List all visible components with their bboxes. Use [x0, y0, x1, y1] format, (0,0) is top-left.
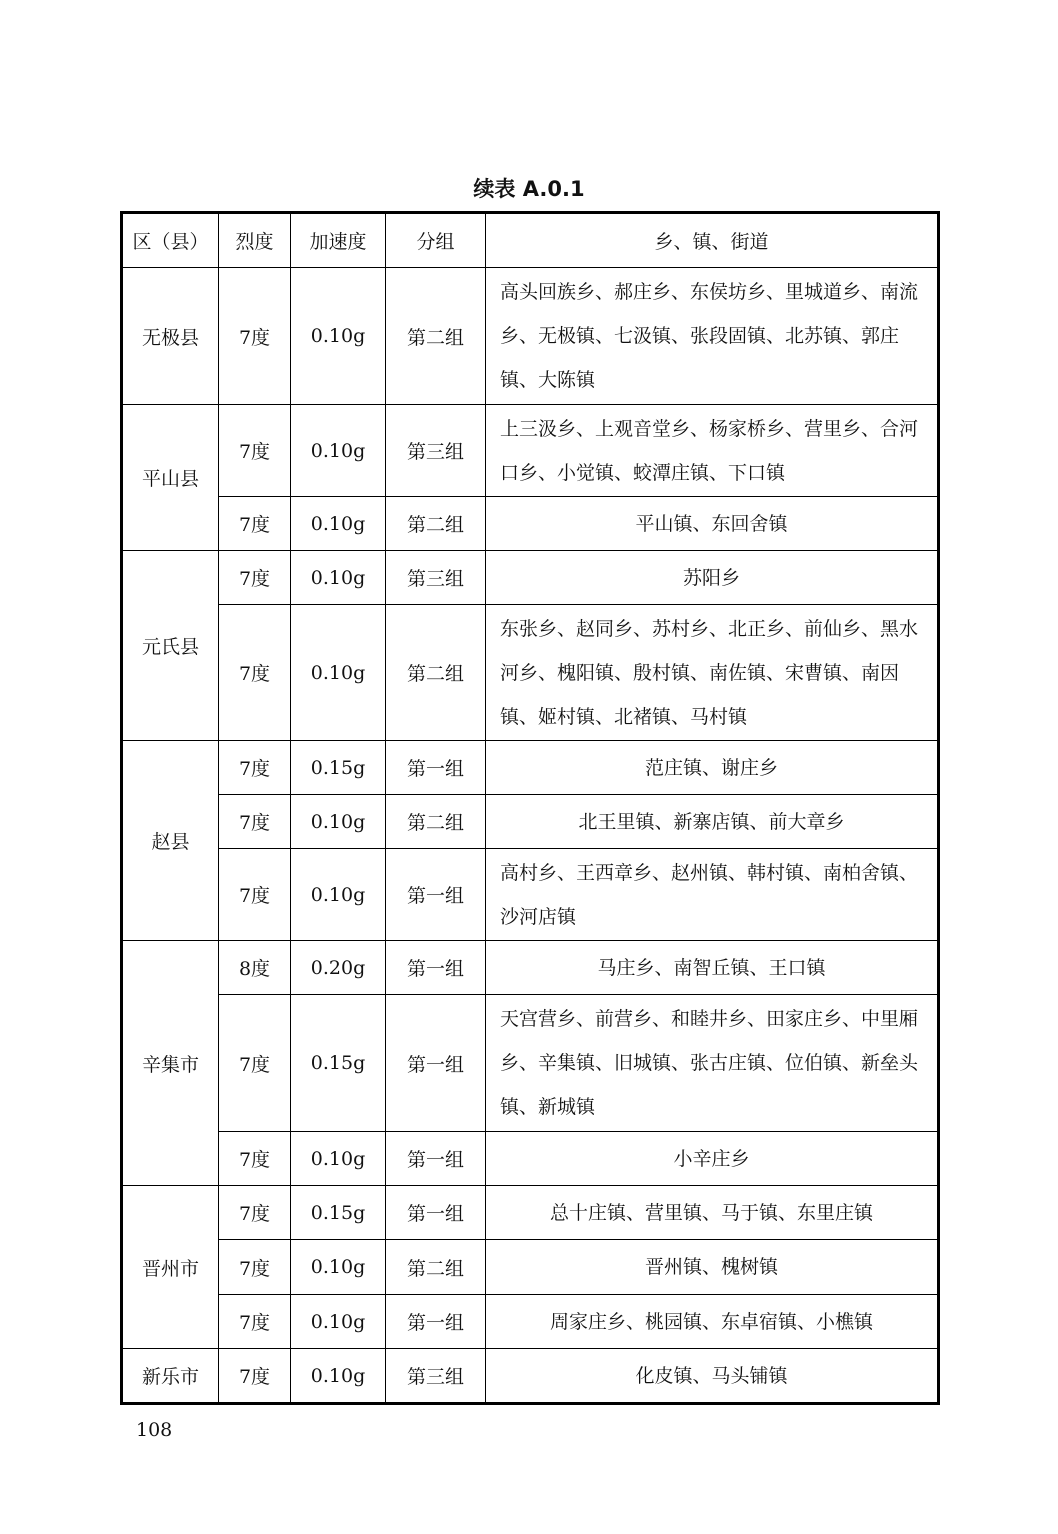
- table-header-row: [122, 213, 939, 268]
- header-group: 分组: [386, 213, 486, 268]
- acceleration-cell: 0.10g: [291, 405, 386, 497]
- intensity-cell: 8度: [219, 941, 291, 995]
- group-cell: 第二组: [386, 605, 486, 741]
- intensity-cell: 7度: [219, 741, 291, 795]
- towns-cell: 北王里镇、新寨店镇、前大章乡: [486, 795, 939, 849]
- acceleration-cell: 0.10g: [291, 795, 386, 849]
- group-cell: 第一组: [386, 849, 486, 941]
- table-row: [122, 1186, 939, 1240]
- group-cell: 第三组: [386, 405, 486, 497]
- group-cell: 第二组: [386, 497, 486, 551]
- intensity-cell: 7度: [219, 1295, 291, 1349]
- district-cell: 赵县: [122, 741, 219, 941]
- intensity-cell: 7度: [219, 1132, 291, 1186]
- table-row: [122, 741, 939, 795]
- group-cell: 第三组: [386, 1349, 486, 1404]
- towns-cell: 天宫营乡、前营乡、和睦井乡、田家庄乡、中里厢乡、辛集镇、旧城镇、张古庄镇、位伯镇、新垒头镇、新城镇: [486, 995, 939, 1132]
- acceleration-cell: 0.10g: [291, 497, 386, 551]
- district-cell: 晋州市: [122, 1186, 219, 1349]
- table-row: [122, 1295, 939, 1349]
- intensity-cell: 7度: [219, 497, 291, 551]
- table-row: [122, 405, 939, 497]
- table-row: [122, 268, 939, 405]
- acceleration-cell: 0.10g: [291, 1349, 386, 1404]
- intensity-cell: 7度: [219, 1186, 291, 1240]
- towns-cell: 东张乡、赵同乡、苏村乡、北正乡、前仙乡、黑水河乡、槐阳镇、殷村镇、南佐镇、宋曹镇、南因镇、姬村镇、北褚镇、马村镇: [486, 605, 939, 741]
- group-cell: 第二组: [386, 1240, 486, 1295]
- towns-cell: 周家庄乡、桃园镇、东卓宿镇、小樵镇: [486, 1295, 939, 1349]
- intensity-cell: 7度: [219, 1240, 291, 1295]
- district-cell: 新乐市: [122, 1349, 219, 1404]
- group-cell: 第一组: [386, 741, 486, 795]
- seismic-zoning-table: [120, 211, 940, 1405]
- acceleration-cell: 0.10g: [291, 268, 386, 405]
- towns-cell: 马庄乡、南智丘镇、王口镇: [486, 941, 939, 995]
- acceleration-cell: 0.15g: [291, 741, 386, 795]
- group-cell: 第二组: [386, 795, 486, 849]
- table-row: [122, 795, 939, 849]
- intensity-cell: 7度: [219, 605, 291, 741]
- towns-cell: 晋州镇、槐树镇: [486, 1240, 939, 1295]
- intensity-cell: 7度: [219, 1349, 291, 1404]
- group-cell: 第二组: [386, 268, 486, 405]
- towns-cell: 上三汲乡、上观音堂乡、杨家桥乡、营里乡、合河口乡、小觉镇、蛟潭庄镇、下口镇: [486, 405, 939, 497]
- table-row: [122, 1349, 939, 1404]
- table-caption: 续表 A.0.1: [473, 177, 585, 201]
- towns-cell: 总十庄镇、营里镇、马于镇、东里庄镇: [486, 1186, 939, 1240]
- header-district: 区（县）: [122, 213, 219, 268]
- district-cell: 平山县: [122, 405, 219, 551]
- towns-cell: 高头回族乡、郝庄乡、东侯坊乡、里城道乡、南流乡、无极镇、七汲镇、张段固镇、北苏镇、郭庄镇、大陈镇: [486, 268, 939, 405]
- acceleration-cell: 0.10g: [291, 1132, 386, 1186]
- group-cell: 第一组: [386, 1186, 486, 1240]
- table-row: [122, 1132, 939, 1186]
- intensity-cell: 7度: [219, 268, 291, 405]
- group-cell: 第一组: [386, 941, 486, 995]
- towns-cell: 范庄镇、谢庄乡: [486, 741, 939, 795]
- district-cell: 辛集市: [122, 941, 219, 1186]
- acceleration-cell: 0.10g: [291, 1295, 386, 1349]
- table-row: [122, 551, 939, 605]
- towns-cell: 苏阳乡: [486, 551, 939, 605]
- table-row: [122, 605, 939, 741]
- district-cell: 元氏县: [122, 551, 219, 741]
- table-row: [122, 849, 939, 941]
- acceleration-cell: 0.15g: [291, 1186, 386, 1240]
- group-cell: 第三组: [386, 551, 486, 605]
- table-row: [122, 941, 939, 995]
- acceleration-cell: 0.15g: [291, 995, 386, 1132]
- acceleration-cell: 0.10g: [291, 551, 386, 605]
- intensity-cell: 7度: [219, 405, 291, 497]
- acceleration-cell: 0.10g: [291, 849, 386, 941]
- group-cell: 第一组: [386, 1132, 486, 1186]
- intensity-cell: 7度: [219, 795, 291, 849]
- header-towns: 乡、镇、街道: [486, 213, 939, 268]
- district-cell: 无极县: [122, 268, 219, 405]
- page-number: 108: [136, 1419, 173, 1441]
- acceleration-cell: 0.10g: [291, 605, 386, 741]
- intensity-cell: 7度: [219, 995, 291, 1132]
- header-intensity: 烈度: [219, 213, 291, 268]
- header-acceleration: 加速度: [291, 213, 386, 268]
- towns-cell: 小辛庄乡: [486, 1132, 939, 1186]
- acceleration-cell: 0.20g: [291, 941, 386, 995]
- towns-cell: 高村乡、王西章乡、赵州镇、韩村镇、南柏舍镇、沙河店镇: [486, 849, 939, 941]
- group-cell: 第一组: [386, 1295, 486, 1349]
- table-row: [122, 497, 939, 551]
- intensity-cell: 7度: [219, 551, 291, 605]
- towns-cell: 化皮镇、马头铺镇: [486, 1349, 939, 1404]
- towns-cell: 平山镇、东回舍镇: [486, 497, 939, 551]
- group-cell: 第一组: [386, 995, 486, 1132]
- intensity-cell: 7度: [219, 849, 291, 941]
- acceleration-cell: 0.10g: [291, 1240, 386, 1295]
- table-row: [122, 995, 939, 1132]
- table-row: [122, 1240, 939, 1295]
